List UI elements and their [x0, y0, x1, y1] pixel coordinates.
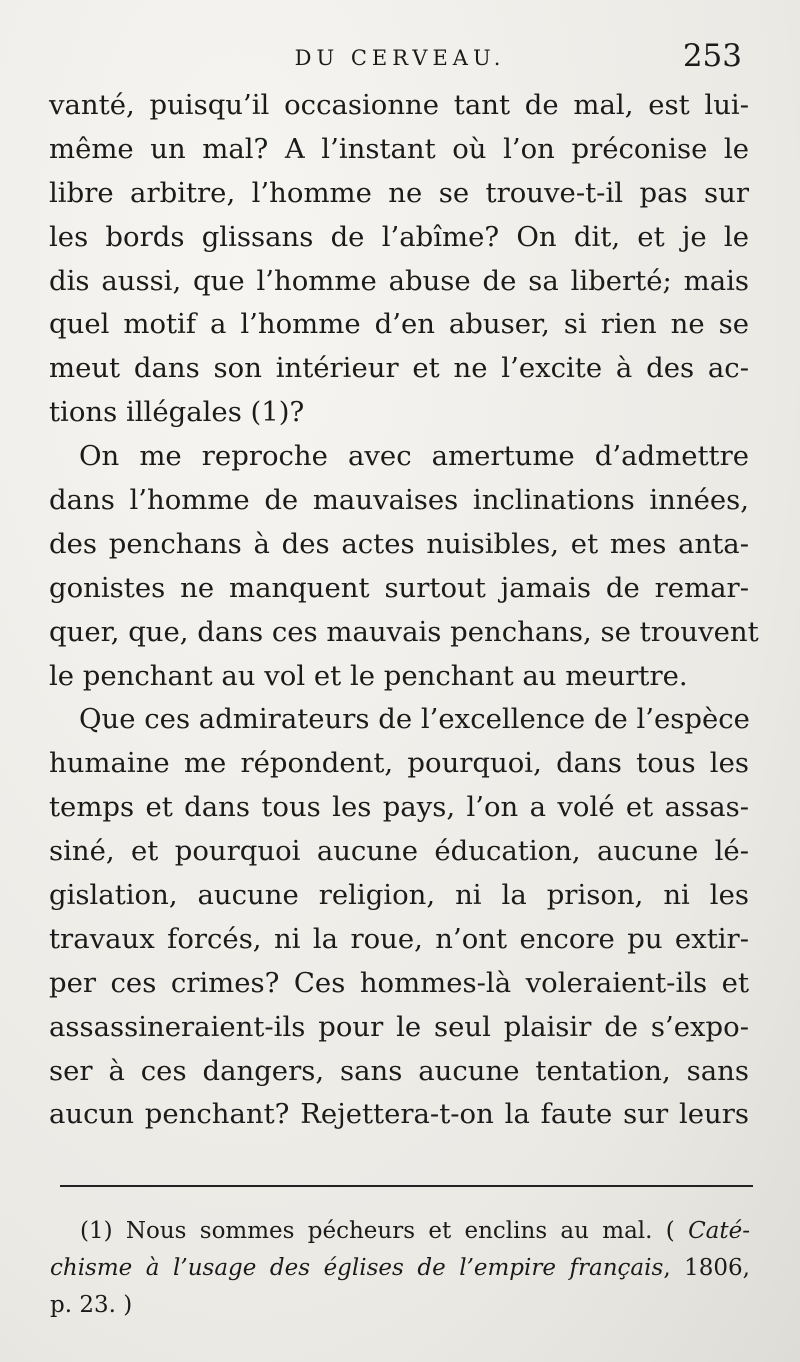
footnote-line	[50, 1213, 750, 1250]
text-line: tions illégales (1)?	[49, 396, 305, 429]
text-line: temps et dans tous les pays, l’on a volé et assas-	[49, 791, 749, 824]
text-line: siné, et pourquoi aucune éducation, aucune lé-	[49, 835, 749, 868]
footnote-text: , 1806,	[663, 1255, 750, 1281]
footnote-citation: Caté-	[688, 1218, 750, 1244]
text-line: libre arbitre, l’homme ne se trouve-t-il pas sur	[49, 176, 749, 209]
page-number: 253	[682, 38, 742, 74]
footnote-line: p. 23. )	[50, 1292, 133, 1318]
text-line: gonistes ne manquent surtout jamais de remar-	[49, 571, 749, 604]
running-head	[50, 38, 750, 78]
text-line: Que ces admirateurs de l’excellence de l’espèce	[79, 703, 750, 736]
text-line: gislation, aucune religion, ni la prison, ni les	[49, 879, 749, 912]
footnote-text: (1) Nous sommes pécheurs et enclins au mal. (	[80, 1218, 675, 1244]
text-line: quel motif a l’homme d’en abuser, si rien ne se	[49, 308, 749, 341]
text-line: même un mal? A l’instant où l’on préconise le	[49, 132, 749, 165]
text-line: assassineraient-ils pour le seul plaisir de s’expo-	[49, 1010, 749, 1043]
footnote-rule	[60, 1185, 753, 1187]
text-line: ser à ces dangers, sans aucune tentation, sans	[49, 1054, 749, 1087]
text-line: vanté, puisqu’il occasionne tant de mal, est lui-	[49, 89, 749, 121]
text-line: dis aussi, que l’homme abuse de sa liberté; mais	[49, 264, 749, 297]
footnote-line	[50, 1250, 750, 1287]
text-line: per ces crimes? Ces hommes-là voleraient-ils et	[49, 966, 749, 999]
text-line: travaux forcés, ni la roue, n’ont encore pu extir-	[49, 922, 749, 955]
body-text	[49, 84, 759, 1137]
text-line: meut dans son intérieur et ne l’excite à des ac-	[49, 352, 749, 385]
text-line: quer, que, dans ces mauvais penchans, se trouvent	[49, 615, 759, 648]
text-line: des penchans à des actes nuisibles, et mes anta-	[49, 527, 749, 560]
text-line: On me reproche avec amertume d’admettre	[79, 440, 749, 473]
text-line: les bords glissans de l’abîme? On dit, et je le	[49, 220, 749, 253]
text-line: le penchant au vol et le penchant au meurtre.	[49, 659, 688, 692]
text-line: humaine me répondent, pourquoi, dans tous les	[49, 747, 749, 780]
text-line: dans l’homme de mauvaises inclinations innées,	[49, 484, 749, 517]
text-line: aucun penchant? Rejettera-t-on la faute sur leurs	[49, 1098, 749, 1131]
footnote	[50, 1213, 750, 1324]
footnote-citation: chisme à l’usage des églises de l’empire français	[50, 1255, 664, 1281]
running-title: DU CERVEAU.	[294, 46, 506, 70]
